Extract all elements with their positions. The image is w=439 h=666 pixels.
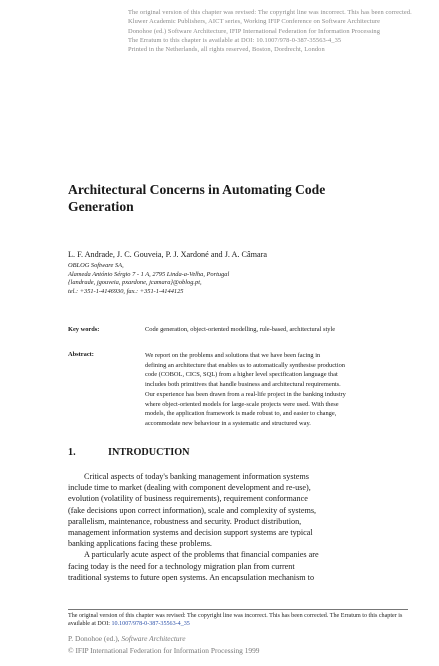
section-number: 1. <box>68 447 76 458</box>
editor-line <box>68 633 260 645</box>
abstract-line: includes both primitives that handle business and architectural requirements. <box>145 381 341 389</box>
section-title: INTRODUCTION <box>108 447 190 458</box>
header-line: The Erratum to this chapter is available at DOI: 10.1007/978-0-387-35563-4_35 <box>128 36 342 44</box>
body-line: include time to market (dealing with component development and re-use), <box>68 483 311 493</box>
footnote <box>68 612 408 628</box>
abstract-line: We report on the problems and solutions that we have been facing in <box>145 352 321 359</box>
affiliation <box>68 262 368 296</box>
abstract-line: where object-oriented models for large-scale projects were used. With these <box>145 400 339 408</box>
header-line: Donohoe (ed.) Software Architecture, IFIP International Federation for Information Processing <box>128 27 381 35</box>
paper-title: Architectural Concerns in Automating Code Generation <box>68 182 326 214</box>
body-line: Critical aspects of today's banking management information systems <box>84 472 309 481</box>
body-line: traditional systems to future open systems. An encapsulation mechanism to <box>68 572 315 582</box>
header-line: Kluwer Academic Publishers, AICT series, Working IFIP Conference on Software Architecture <box>128 18 381 26</box>
editor-text: P. Donohoe (ed.), <box>68 634 122 643</box>
affiliation-phone: tel.: +351-1-4146930, fax.: +351-1-4144125 <box>68 287 184 295</box>
body-line: management information systems and decision support systems are typical <box>68 528 313 538</box>
abstract-line: accommodate new behaviour in a systematic and structured way. <box>145 419 311 427</box>
body-line: facing today is the need for a technology migration plan from current <box>68 561 295 571</box>
affiliation-line: Alameda António Sérgio 7 - 1 A, 2795 Linda-a-Velha, Portugal <box>68 270 230 278</box>
copyright-text: © IFIP International Federation for Information Processing 1999 <box>68 645 260 655</box>
affiliation-email: {landrade, jgouveia, pxardone, jcamara}@oblog.pt, <box>68 279 202 287</box>
body-line: parallelism, maintenance, robustness and security. Product distribution, <box>68 516 302 526</box>
affiliation-line: OBLOG Software SA, <box>68 262 124 269</box>
body-line: (fake decisions upon correct information), scale and complexity of systems, <box>68 505 317 515</box>
header-line: The original version of this chapter was revised: The copyright line was incorrect. This has been corrected. <box>128 9 412 16</box>
book-title: Software Architecture <box>121 634 186 643</box>
abstract-line: models, the application framework is made robust to, and easier to change, <box>145 410 337 418</box>
doi-link[interactable]: 10.1007/978-0-387-35563-4_35 <box>111 621 190 628</box>
body-text <box>68 471 370 583</box>
body-line: banking applications facing these problems. <box>68 539 212 549</box>
abstract-label: Abstract: <box>68 351 94 358</box>
abstract-text <box>145 351 411 429</box>
body-line: evolution (volatility of business requirements), requirement conformance <box>68 494 308 504</box>
abstract-line: Our experience has been drawn from a real-life project in the banking industry <box>145 390 346 398</box>
header-line: Printed in the Netherlands, all rights reserved, Boston, Dordrecht, London <box>128 46 325 54</box>
authors: L. F. Andrade, J. C. Gouveia, P. J. Xardoné and J. A. Câmara <box>68 250 267 259</box>
keywords-text: Code generation, object-oriented modelling, rule-based, architectural style <box>145 326 336 333</box>
keywords-label: Key words: <box>68 326 100 333</box>
faded-header-text <box>128 8 412 54</box>
abstract-line: defining an architecture that enables us to automatically synthesise production <box>145 361 346 369</box>
footnote-rule <box>68 609 408 610</box>
abstract-line: code (COBOL, CICS, SQL) from a higher level specification language that <box>145 371 338 379</box>
footnote-text: The original version of this chapter was revised: The copyright line was incorrect. This has been corrected. The Erratum to this chapter is available at DOI: <box>68 613 403 628</box>
body-line: A particularly acute aspect of the problems that financial companies are <box>84 550 319 560</box>
credit-line <box>68 633 260 656</box>
